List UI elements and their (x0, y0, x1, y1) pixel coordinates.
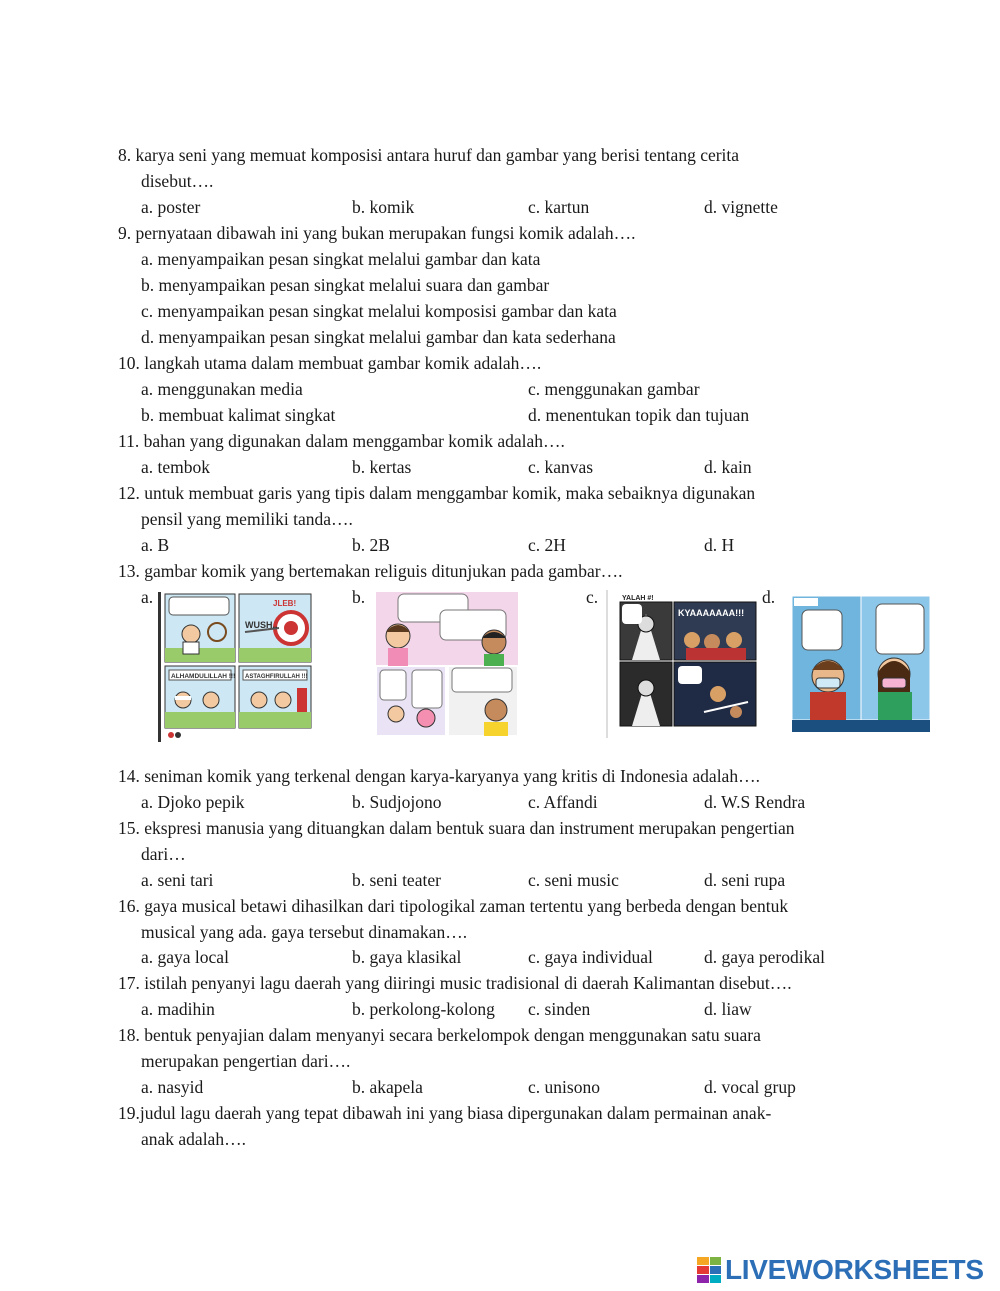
q9-option-a[interactable]: a. menyampaikan pesan singkat melalui gambar dan kata (141, 249, 541, 269)
q12-option-b[interactable]: b. 2B (352, 535, 390, 555)
q10-option-c[interactable]: c. menggunakan gambar (528, 379, 700, 399)
question-18-cont: merupakan pengertian dari…. (141, 1051, 351, 1071)
q17-option-d[interactable]: d. liaw (704, 999, 752, 1019)
q14-option-b[interactable]: b. Sudjojono (352, 792, 442, 812)
q13-option-d[interactable]: d. (762, 587, 776, 607)
comic-a-image[interactable] (158, 592, 315, 742)
comic-c-scream: KYAAAAAAA!!! (678, 608, 745, 618)
comic-c-title: YALAH #! (622, 595, 654, 602)
question-11: 11. bahan yang digunakan dalam menggambar komik adalah…. (118, 431, 565, 451)
q15-option-c[interactable]: c. seni music (528, 870, 619, 890)
liveworksheets-wordmark: LIVEWORKSHEETS (725, 1254, 984, 1285)
q14-option-a[interactable]: a. Djoko pepik (141, 792, 245, 812)
q12-option-c[interactable]: c. 2H (528, 535, 566, 555)
question-19-cont: anak adalah…. (141, 1129, 246, 1149)
q17-option-c[interactable]: c. sinden (528, 999, 591, 1019)
q11-option-d[interactable]: d. kain (704, 457, 752, 477)
comic-c-image[interactable] (606, 590, 760, 738)
q9-option-d[interactable]: d. menyampaikan pesan singkat melalui gambar dan kata sederhana (141, 327, 616, 347)
q11-option-a[interactable]: a. tembok (141, 457, 211, 477)
q14-option-c[interactable]: c. Affandi (528, 792, 598, 812)
liveworksheets-icon (697, 1257, 721, 1283)
q16-option-b[interactable]: b. gaya klasikal (352, 947, 462, 967)
q11-option-c[interactable]: c. kanvas (528, 457, 594, 477)
q14-option-d[interactable]: d. W.S Rendra (704, 792, 806, 812)
question-18: 18. bentuk penyajian dalam menyanyi secara berkelompok dengan menggunakan satu suara (118, 1025, 761, 1045)
q12-option-d[interactable]: d. H (704, 535, 735, 555)
q8-option-c[interactable]: c. kartun (528, 197, 590, 217)
q15-option-b[interactable]: b. seni teater (352, 870, 441, 890)
q10-option-a[interactable]: a. menggunakan media (141, 379, 303, 399)
comic-b-image[interactable] (376, 592, 518, 736)
question-13: 13. gambar komik yang bertemakan religuis ditunjukan pada gambar…. (118, 561, 623, 581)
q15-option-d[interactable]: d. seni rupa (704, 870, 786, 890)
question-15: 15. ekspresi manusia yang dituangkan dalam bentuk suara dan instrument merupakan pengertian (118, 818, 795, 838)
comic-a-wush: WUSH.. (245, 620, 278, 630)
question-16: 16. gaya musical betawi dihasilkan dari tipologikal zaman tertentu yang berbeda dengan bentuk (118, 896, 789, 916)
question-15-cont: dari… (141, 844, 186, 864)
q16-option-a[interactable]: a. gaya local (141, 947, 229, 967)
q9-option-b[interactable]: b. menyampaikan pesan singkat melalui suara dan gambar (141, 275, 550, 295)
q16-option-c[interactable]: c. gaya individual (528, 947, 653, 967)
q17-option-a[interactable]: a. madihin (141, 999, 215, 1019)
q10-option-b[interactable]: b. membuat kalimat singkat (141, 405, 336, 425)
comic-d-image[interactable] (792, 596, 930, 732)
q17-option-b[interactable]: b. perkolong-kolong (352, 999, 495, 1019)
q9-option-c[interactable]: c. menyampaikan pesan singkat melalui komposisi gambar dan kata (141, 301, 617, 321)
q12-option-a[interactable]: a. B (141, 535, 170, 555)
comic-a-jleb: JLEB! (273, 599, 297, 608)
comic-a-caption-astaghfirullah: ASTAGHFIRULLAH !!! (245, 674, 308, 680)
q18-option-b[interactable]: b. akapela (352, 1077, 423, 1097)
question-9: 9. pernyataan dibawah ini yang bukan merupakan fungsi komik adalah…. (118, 223, 636, 243)
liveworksheets-logo[interactable] (697, 1254, 984, 1286)
q8-option-d[interactable]: d. vignette (704, 197, 778, 217)
question-19: 19.judul lagu daerah yang tepat dibawah ini yang biasa dipergunakan dalam permainan anak- (118, 1103, 772, 1123)
q18-option-c[interactable]: c. unisono (528, 1077, 600, 1097)
question-10: 10. langkah utama dalam membuat gambar komik adalah…. (118, 353, 542, 373)
q8-option-a[interactable]: a. poster (141, 197, 201, 217)
q16-option-d[interactable]: d. gaya perodikal (704, 947, 825, 967)
question-8: 8. karya seni yang memuat komposisi antara huruf dan gambar yang berisi tentang cerita (118, 145, 740, 165)
q8-option-b[interactable]: b. komik (352, 197, 415, 217)
q15-option-a[interactable]: a. seni tari (141, 870, 214, 890)
question-16-cont: musical yang ada. gaya tersebut dinamakan…. (141, 922, 468, 942)
q13-option-b[interactable]: b. (352, 587, 366, 607)
question-12: 12. untuk membuat garis yang tipis dalam menggambar komik, maka sebaiknya digunakan (118, 483, 756, 503)
comic-a-caption-alhamdulillah: ALHAMDULILLAH !!! (171, 673, 236, 680)
question-14: 14. seniman komik yang terkenal dengan karya-karyanya yang kritis di Indonesia adalah…. (118, 766, 760, 786)
q11-option-b[interactable]: b. kertas (352, 457, 412, 477)
question-17: 17. istilah penyanyi lagu daerah yang diiringi music tradisional di daerah Kalimantan disebut…. (118, 973, 792, 993)
q13-option-c[interactable]: c. (586, 587, 599, 607)
q13-option-a[interactable]: a. (141, 587, 154, 607)
q18-option-d[interactable]: d. vocal grup (704, 1077, 796, 1097)
question-8-cont: disebut…. (141, 171, 214, 191)
question-12-cont: pensil yang memiliki tanda…. (141, 509, 353, 529)
q18-option-a[interactable]: a. nasyid (141, 1077, 204, 1097)
q10-option-d[interactable]: d. menentukan topik dan tujuan (528, 405, 750, 425)
